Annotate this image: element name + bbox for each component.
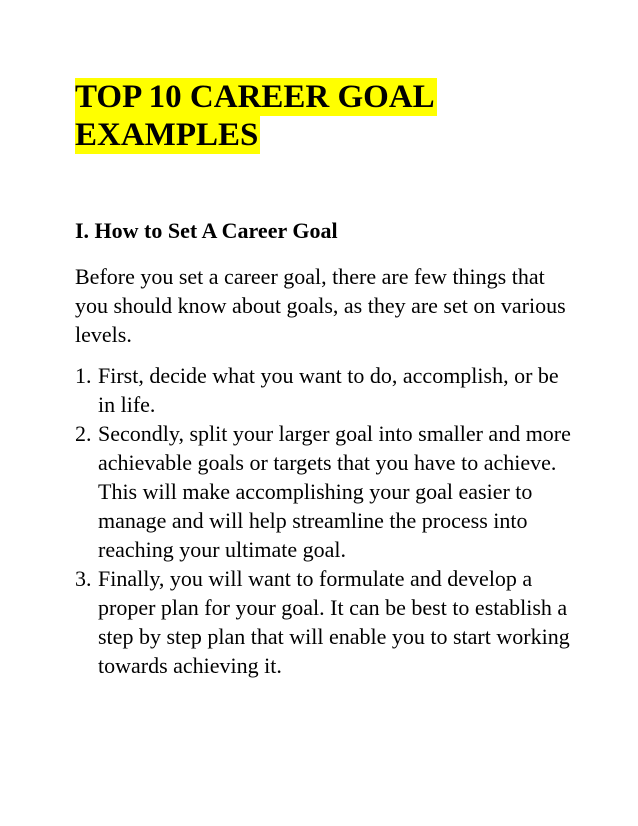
list-item [75,419,575,564]
step-number: 2. [75,421,92,446]
step-text: First, decide what you want to do, accomplish, or be in life. [98,363,559,417]
title-highlight-line-1: TOP 10 CAREER GOAL [75,79,435,115]
list-item [75,361,575,419]
step-text: Secondly, split your larger goal into smaller and more achievable goals or targets that you have to achieve. This will make accomplishing your goal easier to manage and will help streamline the process into reaching your ultimate goal. [98,421,571,562]
intro-paragraph: Before you set a career goal, there are few things that you should know about goals, as they are set on various levels. [75,264,566,347]
document-page [75,78,575,680]
step-number: 3. [75,566,92,591]
steps-list [75,361,575,680]
step-number: 1. [75,363,92,388]
document-title [75,78,575,154]
step-text: Finally, you will want to formulate and develop a proper plan for your goal. It can be best to establish a step by step plan that will enable you to start working towards achieving it. [98,566,570,678]
list-item [75,564,575,680]
section-heading: I. How to Set A Career Goal [75,218,338,243]
title-highlight-line-2: EXAMPLES [75,117,259,153]
